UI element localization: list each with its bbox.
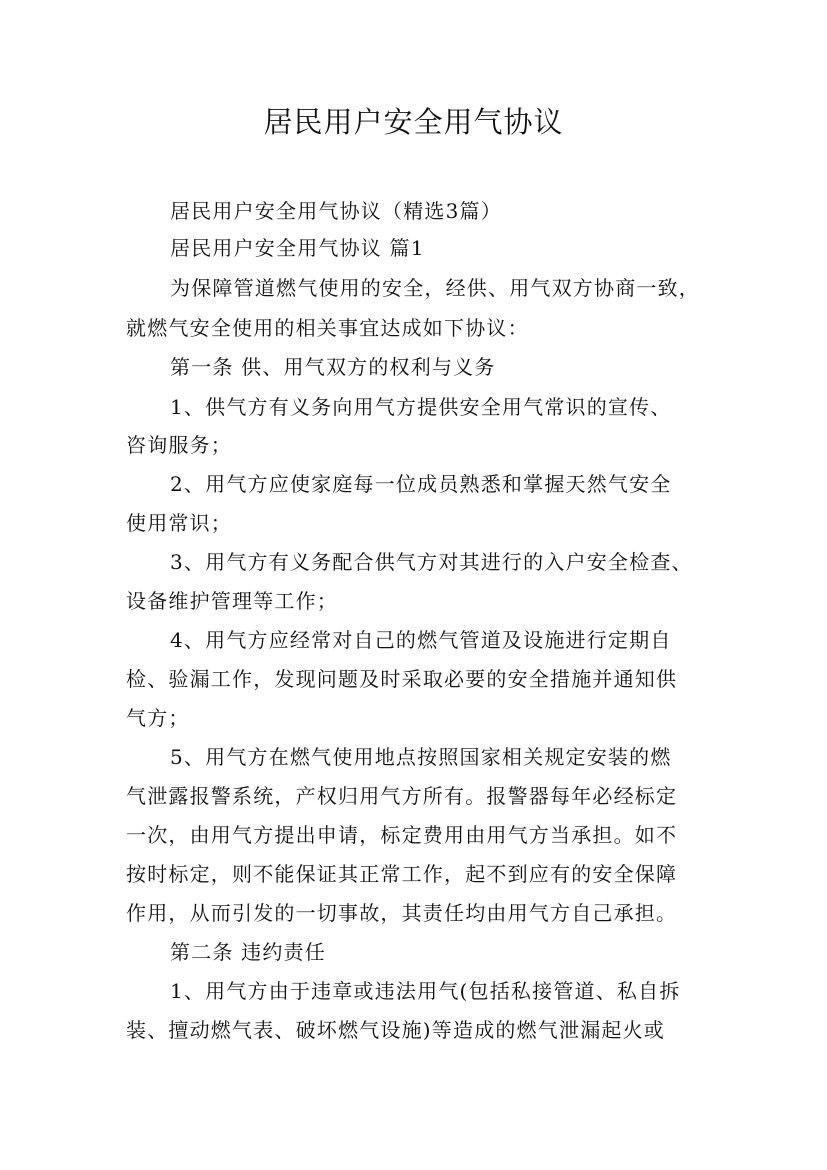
subtitle-line: 居民用户安全用气协议（精选3篇） [170,199,502,223]
paragraph-line: 4、用气方应经常对自己的燃气管道及设施进行定期自 [170,628,672,652]
paragraph-line: 装、擅动燃气表、破坏燃气设施)等造成的燃气泄漏起火或 [126,1018,666,1042]
paragraph-line: 5、用气方在燃气使用地点按照国家相关规定安装的燃 [170,745,672,769]
paragraph-line: 作用，从而引发的一切事故，其责任均由用气方自己承担。 [126,901,678,925]
paragraph-line: 1、用气方由于违章或违法用气(包括私接管道、私自拆 [170,979,681,1003]
paragraph-line: 2、用气方应使家庭每一位成员熟悉和掌握天然气安全 [170,472,672,496]
document-title: 居民用户安全用气协议 [263,105,564,139]
article-heading-line: 第二条 违约责任 [170,940,326,964]
paragraph-line: 咨询服务； [126,433,232,457]
paragraph-line: 按时标定，则不能保证其正常工作，起不到应有的安全保障 [126,862,678,886]
paragraph-line: 1、供气方有义务向用气方提供安全用气常识的宣传、 [170,395,672,419]
paragraph-line: 就燃气安全使用的相关事宜达成如下协议： [126,316,529,340]
section-heading-line: 居民用户安全用气协议 篇1 [170,236,425,260]
paragraph-line: 为保障管道燃气使用的安全，经供、用气双方协商一致， [170,276,700,300]
paragraph-line: 设备维护管理等工作； [126,589,338,613]
paragraph-line: 一次，由用气方提出申请，标定费用由用气方当承担。如不 [126,823,678,847]
paragraph-line: 使用常识； [126,511,232,535]
paragraph-line: 3、用气方有义务配合供气方对其进行的入户安全检查、 [170,550,693,574]
paragraph-line: 气方； [126,706,190,730]
paragraph-line: 检、验漏工作，发现问题及时采取必要的安全措施并通知供 [126,667,678,691]
article-heading-line: 第一条 供、用气双方的权利与义务 [170,355,496,379]
paragraph-line: 气泄露报警系统，产权归用气方所有。报警器每年必经标定 [126,784,678,808]
